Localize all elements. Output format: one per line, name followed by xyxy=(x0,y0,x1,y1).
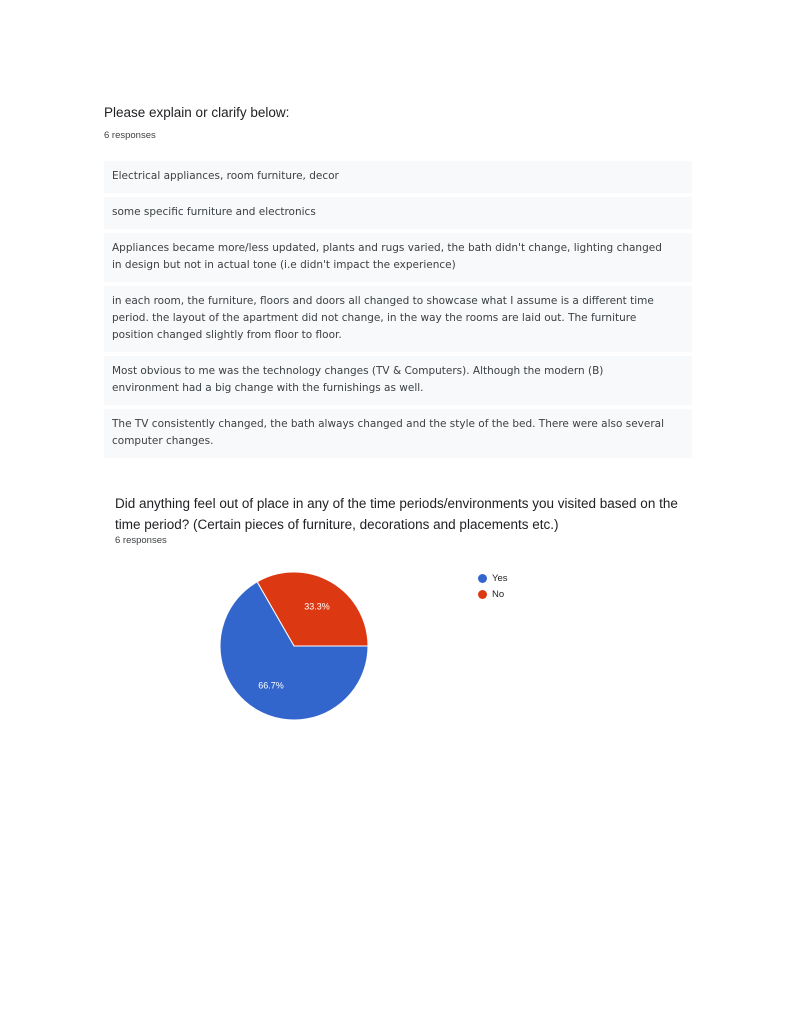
legend-item-yes[interactable] xyxy=(478,570,508,586)
question-1-response-count: 6 responses xyxy=(104,130,156,141)
question-1-title: Please explain or clarify below: xyxy=(104,105,290,120)
question-2-title: Did anything feel out of place in any of the time periods/environments you visited based on the time period? (Certain pieces of furniture, decorations and placements etc.) xyxy=(115,496,678,532)
legend-swatch-yes xyxy=(478,574,487,583)
pie-chart-svg xyxy=(215,568,375,728)
response-item: in each room, the furniture, floors and doors all changed to showcase what I assume is a different time period. the layout of the apartment did not change, in the way the rooms are laid out. The furniture position changed slightly from floor to floor. xyxy=(104,286,692,352)
response-item: Electrical appliances, room furniture, decor xyxy=(104,161,692,193)
question-2-response-count: 6 responses xyxy=(115,535,167,546)
chart-legend xyxy=(478,570,508,602)
pie-label-no: 33.3% xyxy=(304,601,330,612)
response-list xyxy=(104,161,692,458)
pie-label-yes: 66.7% xyxy=(258,680,284,691)
question-1-block xyxy=(104,104,692,462)
response-item: The TV consistently changed, the bath always changed and the style of the bed. There were also several computer changes. xyxy=(104,409,692,458)
response-item: Appliances became more/less updated, plants and rugs varied, the bath didn't change, lighting changed in design but not in actual tone (i.e didn't impact the experience) xyxy=(104,233,692,282)
legend-swatch-no xyxy=(478,590,487,599)
question-2-block xyxy=(115,493,695,546)
legend-label-yes: Yes xyxy=(492,572,508,584)
pie-chart xyxy=(215,568,375,733)
legend-item-no[interactable] xyxy=(478,586,508,602)
response-item: Most obvious to me was the technology changes (TV & Computers). Although the modern (B) environment had a big change with the furnishings as well. xyxy=(104,356,692,405)
legend-label-no: No xyxy=(492,588,505,600)
response-item: some specific furniture and electronics xyxy=(104,197,692,229)
